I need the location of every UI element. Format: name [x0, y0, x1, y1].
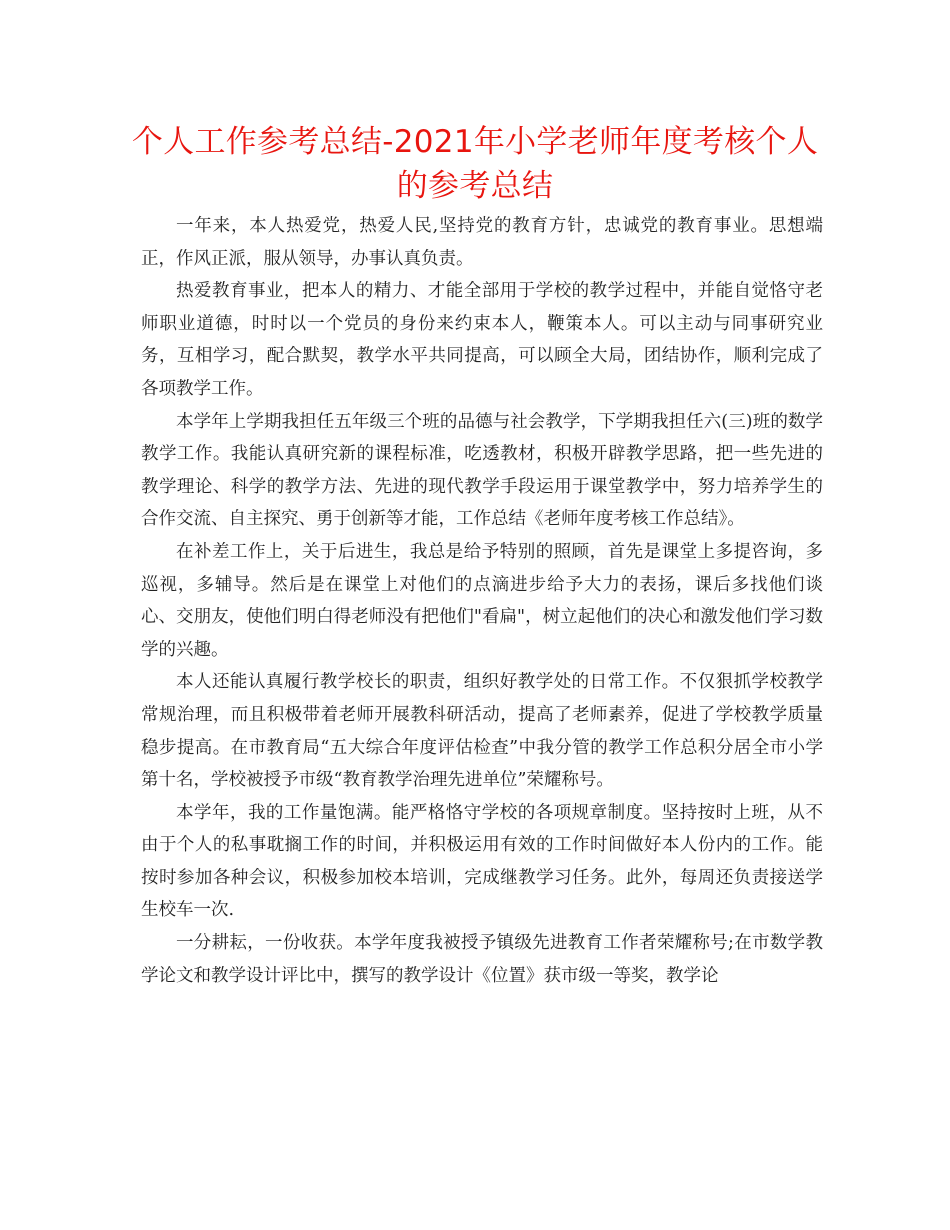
paragraph: 本学年上学期我担任五年级三个班的品德与社会教学，下学期我担任六(三)班的数学教学工作。我能认真研究新的课程标准，吃透教材，积极开辟教学思路，把一些先进的教学理论、科学的教学方法、先进的现代教学手段运用于课堂教学中，努力培养学生的合作交流、自主探究、勇于创新等才能，工作总结《老师年度考核工作总结》。 — [141, 411, 823, 530]
paragraph: 热爱教育事业，把本人的精力、才能全部用于学校的教学过程中，并能自觉恪守老师职业道德，时时以一个党员的身份来约束本人，鞭策本人。可以主动与同事研究业务，互相学习，配合默契，教学水平共同提高，可以顾全大局，团结协作，顺利完成了各项教学工作。 — [141, 281, 823, 399]
document-body — [141, 210, 823, 992]
paragraph: 本学年，我的工作量饱满。能严格恪守学校的各项规章制度。坚持按时上班，从不由于个人的私事耽搁工作的时间，并积极运用有效的工作时间做好本人份内的工作。能按时参加各种会议，积极参加校本培训，完成继教学习任务。此外，每周还负责接送学生校车一次. — [141, 802, 823, 921]
paragraph: 一年来，本人热爱党，热爱人民,坚持党的教育方针，忠诚党的教育事业。思想端正，作风正派，服从领导，办事认真负责。 — [141, 216, 823, 269]
document-title: 个人工作参考总结-2021年小学老师年度考核个人的参考总结 — [131, 124, 819, 204]
paragraph: 本人还能认真履行教学校长的职责，组织好教学处的日常工作。不仅狠抓学校教学常规治理，而且积极带着老师开展教科研活动，提高了老师素养，促进了学校教学质量稳步提高。在市教育局“五大综合年度评估检查”中我分管的教学工作总积分居全市小学第十名，学校被授予市级“教育教学治理先进单位”荣耀称号。 — [141, 672, 823, 791]
paragraph: 一分耕耘，一份收获。本学年度我被授予镇级先进教育工作者荣耀称号;在市数学教学论文和教学设计评比中，撰写的教学设计《位置》获市级一等奖，教学论 — [141, 933, 823, 986]
paragraph: 在补差工作上，关于后进生，我总是给予特别的照顾，首先是课堂上多提咨询，多巡视，多辅导。然后是在课堂上对他们的点滴进步给予大力的表扬，课后多找他们谈心、交朋友，使他们明白得老师没有把他们"看扁"，树立起他们的决心和激发他们学习数学的兴趣。 — [141, 541, 823, 660]
